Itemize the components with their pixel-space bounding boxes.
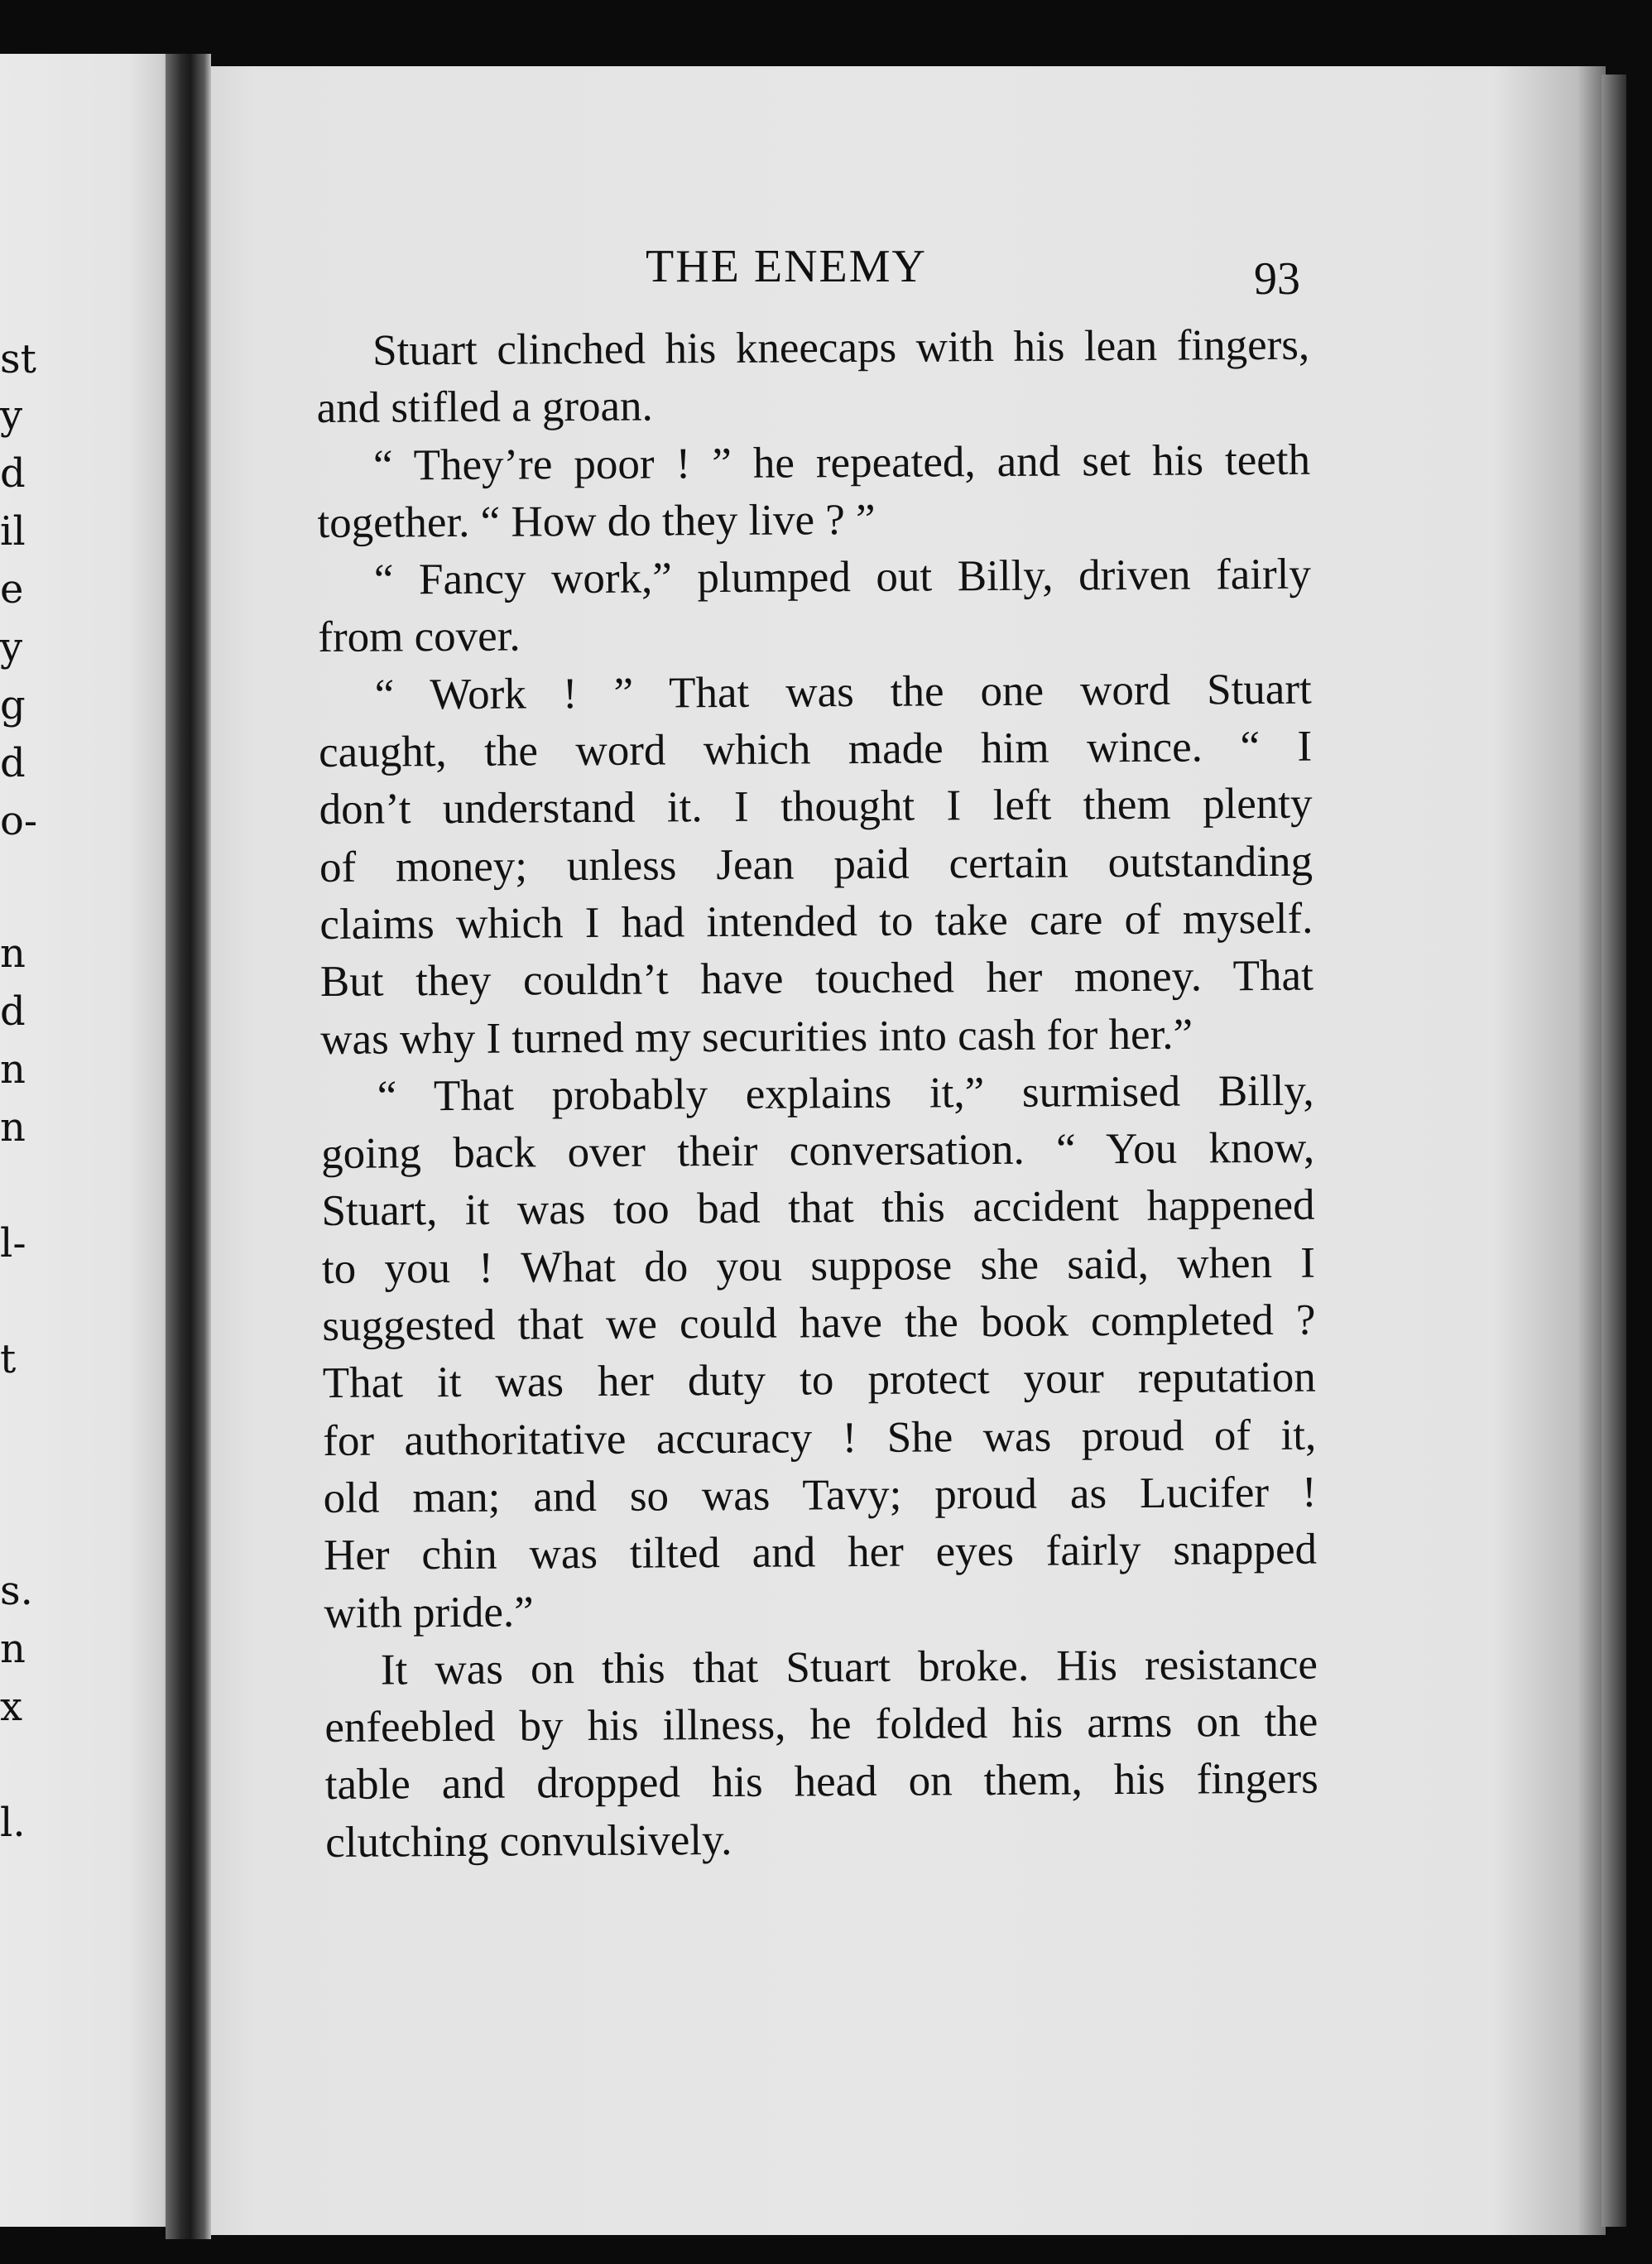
- left-fragment: d: [0, 450, 26, 497]
- text-line: and stifled a groan.: [316, 382, 654, 433]
- text-line: “ That probably explains it,” surmised Billy,: [377, 1066, 1314, 1121]
- text-line: Stuart clinched his kneecaps with his lean fingers,: [372, 320, 1310, 375]
- left-fragment: d: [0, 988, 26, 1035]
- text-line: It was on this that Stuart broke. His resistance: [380, 1640, 1318, 1694]
- right-page-edge-shadow: [1602, 75, 1626, 2227]
- left-fragment: d: [0, 740, 26, 786]
- left-page-fragments: [0, 54, 38, 2227]
- left-fragment: o-: [0, 798, 38, 844]
- left-fragment: y: [0, 624, 23, 671]
- left-fragment: s.: [0, 1568, 33, 1614]
- left-fragment: n: [0, 1626, 26, 1672]
- text-line: suggested that we could have the book completed ?: [322, 1295, 1316, 1351]
- left-fragment: y: [0, 392, 23, 439]
- text-line: don’t understand it. I thought I left them plenty: [319, 780, 1313, 834]
- text-line: old man; and so was Tavy; proud as Lucifer !: [323, 1468, 1317, 1522]
- text-line: of money; unless Jean paid certain outstanding: [319, 837, 1313, 892]
- left-fragment: x: [0, 1684, 23, 1730]
- text-line: caught, the word which made him wince. “ I: [318, 722, 1313, 777]
- left-fragment: l.: [0, 1800, 26, 1846]
- text-line: table and dropped his head on them, his fingers: [324, 1755, 1318, 1810]
- text-line: from cover.: [318, 612, 521, 662]
- left-fragment: st: [0, 336, 36, 382]
- text-line: “ Fancy work,” plumped out Billy, driven fairly: [373, 550, 1312, 604]
- text-line: “ Work ! ” That was the one word Stuart: [374, 665, 1312, 719]
- left-fragment: n: [0, 1046, 26, 1093]
- text-line: Her chin was tilted and her eyes fairly snapped: [323, 1525, 1318, 1580]
- text-line: Stuart, it was too bad that this accident happened: [321, 1181, 1315, 1236]
- text-line: to you ! What do you suppose she said, when I: [321, 1238, 1316, 1293]
- text-line: But they couldn’t have touched her money. That: [319, 951, 1314, 1007]
- body-text: [316, 317, 1318, 1872]
- running-head: THE ENEMY: [646, 241, 927, 292]
- left-fragment: g: [0, 682, 26, 728]
- text-line: enfeebled by his illness, he folded his arms on the: [324, 1697, 1318, 1752]
- text-line: clutching convulsively.: [325, 1815, 732, 1867]
- left-fragment: l-: [0, 1220, 26, 1267]
- text-line: together. “ How do they live ? ”: [317, 495, 876, 547]
- text-line: was why I turned my securities into cash for her.”: [320, 1010, 1193, 1064]
- left-fragment: n: [0, 930, 26, 977]
- left-fragment: n: [0, 1104, 26, 1151]
- text-line: That it was her duty to protect your reputation: [322, 1353, 1316, 1408]
- text-line: claims which I had intended to take care of myself.: [319, 894, 1313, 949]
- left-fragment: e: [0, 566, 24, 613]
- text-line: for authoritative accuracy ! She was proud of it,: [323, 1411, 1317, 1465]
- left-fragment: t: [0, 1336, 17, 1382]
- left-facing-page: [0, 54, 184, 2227]
- binding-gutter: [166, 54, 211, 2239]
- text-line: going back over their conversation. “ You know,: [320, 1123, 1315, 1179]
- left-fragment: il: [0, 508, 26, 555]
- text-line: with pride.”: [324, 1587, 534, 1637]
- text-line: “ They’re poor ! ” he repeated, and set his teeth: [372, 435, 1311, 490]
- page-number: 93: [1254, 253, 1300, 305]
